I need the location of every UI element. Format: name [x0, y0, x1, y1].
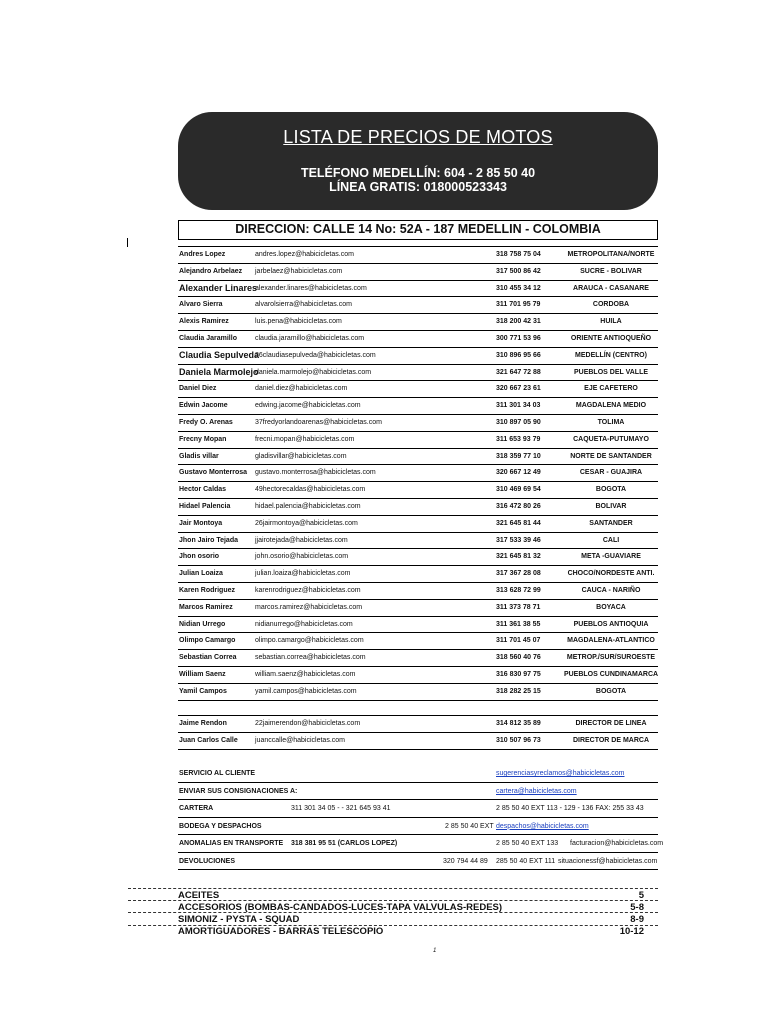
page-title: LISTA DE PRECIOS DE MOTOS [283, 127, 553, 147]
contact-email[interactable]: yamil.campos@habicicletas.com [255, 687, 357, 695]
contact-name: Fredy O. Arenas [179, 418, 233, 426]
contact-email[interactable]: andres.lopez@habicicletas.com [255, 251, 354, 258]
phone-medellin: TELÉFONO MEDELLÍN: 604 - 2 85 50 40 [300, 166, 536, 180]
contact-phone: 321 645 81 44 [496, 519, 541, 527]
contact-row [178, 381, 658, 398]
contact-row [178, 600, 658, 617]
free-line: LÍNEA GRATIS: 018000523343 [329, 180, 507, 194]
contact-zone: PUEBLOS CUNDINAMARCA [563, 670, 659, 678]
cartera-ext: 2 85 50 40 EXT 113 - 129 - 136 FAX: 255 33 43 [496, 805, 644, 812]
contact-row [178, 617, 658, 634]
index-row [128, 888, 658, 900]
contact-row [178, 415, 658, 432]
consignaciones-label: ENVIAR SUS CONSIGNACIONES A: [179, 787, 298, 795]
contact-name: Nidian Urrego [179, 620, 226, 628]
contact-email[interactable]: gladisvillar@habicicletas.com [255, 452, 347, 460]
anomalias-phone: 318 381 95 51 (CARLOS LOPEZ) [291, 840, 398, 847]
bodega-ext: 2 85 50 40 EXT [445, 822, 494, 830]
contact-zone: CESAR - GUAJIRA [579, 469, 643, 477]
contact-name: Hector Caldas [179, 486, 227, 494]
contact-zone: MEDELLÍN (CENTRO) [575, 351, 647, 359]
contact-email[interactable]: 36claudiasepulveda@habicicletas.com [255, 351, 376, 359]
contact-phone: 311 701 45 07 [496, 637, 541, 645]
index-page: 8-9 [630, 913, 644, 925]
contact-row [178, 633, 658, 650]
contact-name: Gladis villar [179, 452, 219, 460]
contact-phone: 320 667 12 49 [496, 469, 541, 477]
contact-zone: SUCRE - BOLIVAR [580, 267, 642, 275]
contact-name: Karen Rodriguez [179, 586, 236, 594]
contact-zone: PUEBLOS ANTIOQUIA [573, 620, 649, 628]
contact-row [178, 432, 658, 449]
contact-row [178, 549, 658, 566]
contact-zone: BOLIVAR [595, 502, 627, 510]
contact-zone: METROP./SUR/SUROESTE [566, 654, 656, 662]
contact-name: Jaime Rendon [179, 720, 227, 727]
index-label: AMORTIGUADORES - BARRAS TELESCOPIO [178, 926, 384, 938]
directors-table [178, 715, 658, 750]
contact-zone: CAQUETA-PUTUMAYO [573, 435, 649, 443]
contact-email[interactable]: frecni.mopan@habicicletas.com [255, 435, 355, 443]
page-number: 1 [433, 948, 437, 954]
contact-phone: 310 507 96 73 [496, 736, 541, 744]
contact-phone: 318 758 75 04 [496, 251, 541, 258]
contact-phone: 310 897 05 90 [496, 418, 541, 426]
contact-row [178, 650, 658, 667]
service-row [178, 800, 658, 818]
contact-email[interactable]: edwing.jacome@habicicletas.com [255, 402, 361, 410]
contact-zone: METROPOLITANA/NORTE [567, 251, 655, 258]
cartera-phones: 311 301 34 05 - - 321 645 93 41 [291, 805, 391, 812]
cartera-label: CARTERA [179, 805, 214, 812]
contact-email[interactable]: 49hectorecaldas@habicicletas.com [255, 486, 366, 494]
contact-zone: BOGOTA [595, 486, 627, 494]
contact-email[interactable]: 22jaimerendon@habicicletas.com [255, 720, 361, 727]
contact-zone: CAUCA - NARIÑO [581, 586, 641, 594]
contact-name: Frecny Mopan [179, 435, 227, 443]
contact-row [178, 365, 658, 382]
contact-name: Andres Lopez [179, 251, 226, 258]
contact-phone: 318 282 25 15 [496, 687, 541, 695]
contact-phone: 318 359 77 10 [496, 452, 541, 460]
contact-name: Daniel Diez [179, 385, 217, 393]
contact-email[interactable]: claudia.jaramillo@habicicletas.com [255, 334, 365, 342]
contact-phone: 311 373 78 71 [496, 603, 541, 611]
contact-row [178, 482, 658, 499]
contact-phone: 311 301 34 03 [496, 402, 541, 410]
contact-row [178, 297, 658, 314]
contact-email[interactable]: juanccalle@habicicletas.com [255, 736, 345, 744]
contact-email[interactable]: daniel.diez@habicicletas.com [255, 385, 348, 393]
service-row [178, 853, 658, 871]
contact-phone: 300 771 53 96 [496, 334, 541, 342]
contacts-table [178, 246, 658, 701]
index-row [128, 900, 658, 912]
contact-row [178, 348, 658, 365]
contact-name: Yamil Campos [179, 687, 227, 695]
contact-email[interactable]: luis.pena@habicicletas.com [255, 318, 342, 326]
contact-row [178, 264, 658, 281]
contact-zone: NORTE DE SANTANDER [570, 452, 652, 460]
servicio-label: SERVICIO AL CLIENTE [179, 770, 256, 777]
contact-phone: 311 653 93 79 [496, 435, 541, 443]
contact-email[interactable]: daniela.marmolejo@habicicletas.com [255, 368, 372, 376]
contact-email[interactable]: alvarolsierra@habicicletas.com [255, 301, 352, 309]
contact-zone: SANTANDER [589, 519, 633, 527]
service-row [178, 765, 658, 783]
margin-mark [127, 238, 128, 247]
bodega-label: BODEGA Y DESPACHOS [179, 822, 262, 830]
contact-name: Edwin Jacome [179, 402, 228, 410]
index-label: SIMONIZ - PYSTA - SQUAD [178, 913, 300, 925]
contact-zone: DIRECTOR DE MARCA [572, 736, 650, 744]
contact-phone: 316 472 80 26 [496, 502, 541, 510]
contact-name: Juan Carlos Calle [179, 736, 238, 744]
contact-name: Jhon Jairo Tejada [179, 536, 238, 544]
contact-row [178, 516, 658, 533]
contact-zone: BOGOTA [595, 687, 627, 695]
contact-phone: 311 361 38 55 [496, 620, 541, 628]
contact-name: Marcos Ramirez [179, 603, 233, 611]
contact-name: Jhon osorio [179, 553, 220, 561]
contact-row [178, 499, 658, 516]
contact-name: Alejandro Arbelaez [179, 267, 243, 275]
contact-phone: 317 500 86 42 [496, 267, 541, 275]
contact-name: Olimpo Camargo [179, 637, 236, 645]
contact-name: Claudia Sepulveda [179, 349, 260, 360]
contact-email[interactable]: olimpo.camargo@habicicletas.com [255, 637, 364, 645]
contact-phone: 310 455 34 12 [496, 284, 541, 292]
contact-row [178, 667, 658, 684]
contact-email[interactable]: nidianurrego@habicicletas.com [255, 620, 353, 628]
contact-zone: EJE CAFETERO [584, 385, 638, 393]
contact-name: Daniela Marmolejo [179, 366, 259, 377]
contact-row [178, 331, 658, 348]
contact-phone: 318 200 42 31 [496, 318, 541, 326]
contact-row [178, 566, 658, 583]
services-section [178, 765, 664, 870]
index-row [128, 925, 658, 937]
anomalias-ext: 2 85 50 40 EXT 133 [496, 840, 559, 847]
index-label: ACEITES [178, 889, 220, 901]
servicio-email-link[interactable]: sugerenciasyreclamos@habicicletas.com [496, 770, 625, 777]
service-row [178, 783, 658, 801]
contact-zone: CHOCO/NORDESTE ANTI. [567, 570, 655, 578]
contact-phone: 321 645 81 32 [496, 553, 541, 561]
contact-phone: 310 469 69 54 [496, 486, 541, 494]
contact-row [178, 684, 658, 701]
contact-email[interactable]: marcos.ramirez@habicicletas.com [255, 603, 363, 611]
contact-phone: 314 812 35 89 [496, 720, 541, 727]
contact-name: William Saenz [179, 670, 226, 678]
contact-zone: ORIENTE ANTIOQUEÑO [570, 334, 652, 342]
contact-row [178, 533, 658, 550]
index-page: 10-12 [619, 926, 644, 938]
contact-email[interactable]: hidael.palencia@habicicletas.com [255, 502, 361, 510]
contact-phone: 311 701 95 79 [496, 301, 541, 309]
contact-phone: 316 830 97 75 [496, 670, 541, 678]
service-row [178, 818, 658, 836]
contact-zone: MAGDALENA-ATLANTICO [567, 637, 655, 645]
contact-phone: 320 667 23 61 [496, 385, 541, 393]
contact-name: Sebastian Correa [179, 654, 237, 662]
contact-zone: CORDOBA [592, 301, 630, 309]
contact-name: Jair Montoya [179, 519, 223, 527]
index-page: 5-8 [630, 901, 644, 913]
contact-zone: DIRECTOR DE LINEA [575, 720, 647, 727]
contact-name: Alvaro Sierra [179, 301, 223, 309]
contact-name: Alexander Linares [179, 282, 258, 293]
contact-row [178, 733, 658, 750]
contact-row [178, 314, 658, 331]
anomalias-label: ANOMALIAS EN TRANSPORTE [179, 840, 284, 847]
contact-zone: BOYACA [596, 603, 626, 611]
contact-row [178, 281, 658, 298]
contact-email[interactable]: 37fredyorlandoarenas@habicicletas.com [255, 418, 382, 426]
index-page: 5 [638, 889, 644, 901]
contact-phone: 317 533 39 46 [496, 536, 541, 544]
contact-row [178, 247, 658, 264]
facturacion-email: facturacion@habicicletas.com [570, 840, 664, 847]
contact-phone: 318 560 40 76 [496, 654, 541, 662]
devoluciones-email: situacionessf@habicicletas.com [558, 857, 658, 865]
index-row [128, 912, 658, 924]
contact-zone: HUILA [600, 318, 622, 326]
contact-email[interactable]: jjairotejada@habicicletas.com [255, 536, 348, 544]
contact-phone: 310 896 95 66 [496, 351, 541, 359]
contact-zone: ARAUCA - CASANARE [573, 284, 649, 292]
service-row [178, 835, 664, 853]
contact-name: Alexis Ramirez [179, 318, 229, 326]
cartera-email-link[interactable]: cartera@habicicletas.com [496, 787, 577, 795]
contact-phone: 321 647 72 88 [496, 368, 541, 376]
contact-email[interactable]: william.saenz@habicicletas.com [255, 670, 356, 678]
contact-row [178, 465, 658, 482]
contact-email[interactable]: john.osorio@habicicletas.com [255, 553, 349, 561]
contact-email[interactable]: karenrodriguez@habicicletas.com [255, 586, 361, 594]
contact-phone: 317 367 28 08 [496, 570, 541, 578]
contact-zone: META -GUAVIARE [581, 553, 641, 561]
contact-name: Hidael Palencia [179, 502, 231, 510]
contact-zone: TOLIMA [597, 418, 625, 426]
header-banner [178, 112, 658, 210]
devoluciones-phone: 320 794 44 89 [443, 857, 488, 865]
contact-email[interactable]: julian.loaiza@habicicletas.com [255, 570, 351, 578]
contact-email[interactable]: 26jairmontoya@habicicletas.com [255, 519, 358, 527]
address-box: DIRECCION: CALLE 14 No: 52A - 187 MEDELLIN - COLOMBIA [178, 220, 658, 240]
contact-email[interactable]: gustavo.monterrosa@habicicletas.com [255, 469, 376, 477]
contact-email[interactable]: jarbelaez@habicicletas.com [255, 267, 343, 275]
contact-zone: MAGDALENA MEDIO [575, 402, 647, 410]
contact-name: Gustavo Monterrosa [179, 469, 248, 477]
despachos-email-link[interactable]: despachos@habicicletas.com [496, 822, 589, 830]
contact-name: Claudia Jaramillo [179, 334, 237, 342]
devoluciones-label: DEVOLUCIONES [179, 857, 236, 865]
contact-row [178, 398, 658, 415]
contact-row [178, 716, 658, 733]
product-index [128, 888, 658, 937]
contact-row [178, 449, 658, 466]
contact-zone: PUEBLOS DEL VALLE [573, 368, 649, 376]
contact-name: Julian Loaiza [179, 570, 223, 578]
contact-zone: CALI [602, 536, 620, 544]
contact-phone: 313 628 72 99 [496, 586, 541, 594]
contact-email[interactable]: sebastian.correa@habicicletas.com [255, 654, 366, 662]
contact-row [178, 583, 658, 600]
devoluciones-ext: 285 50 40 EXT 111 [496, 857, 556, 865]
index-label: ACCESORIOS (BOMBAS-CANDADOS-LUCES-TAPA VALVULAS-REDES) [178, 901, 503, 913]
contact-email[interactable]: alexander.linares@habicicletas.com [255, 284, 367, 292]
